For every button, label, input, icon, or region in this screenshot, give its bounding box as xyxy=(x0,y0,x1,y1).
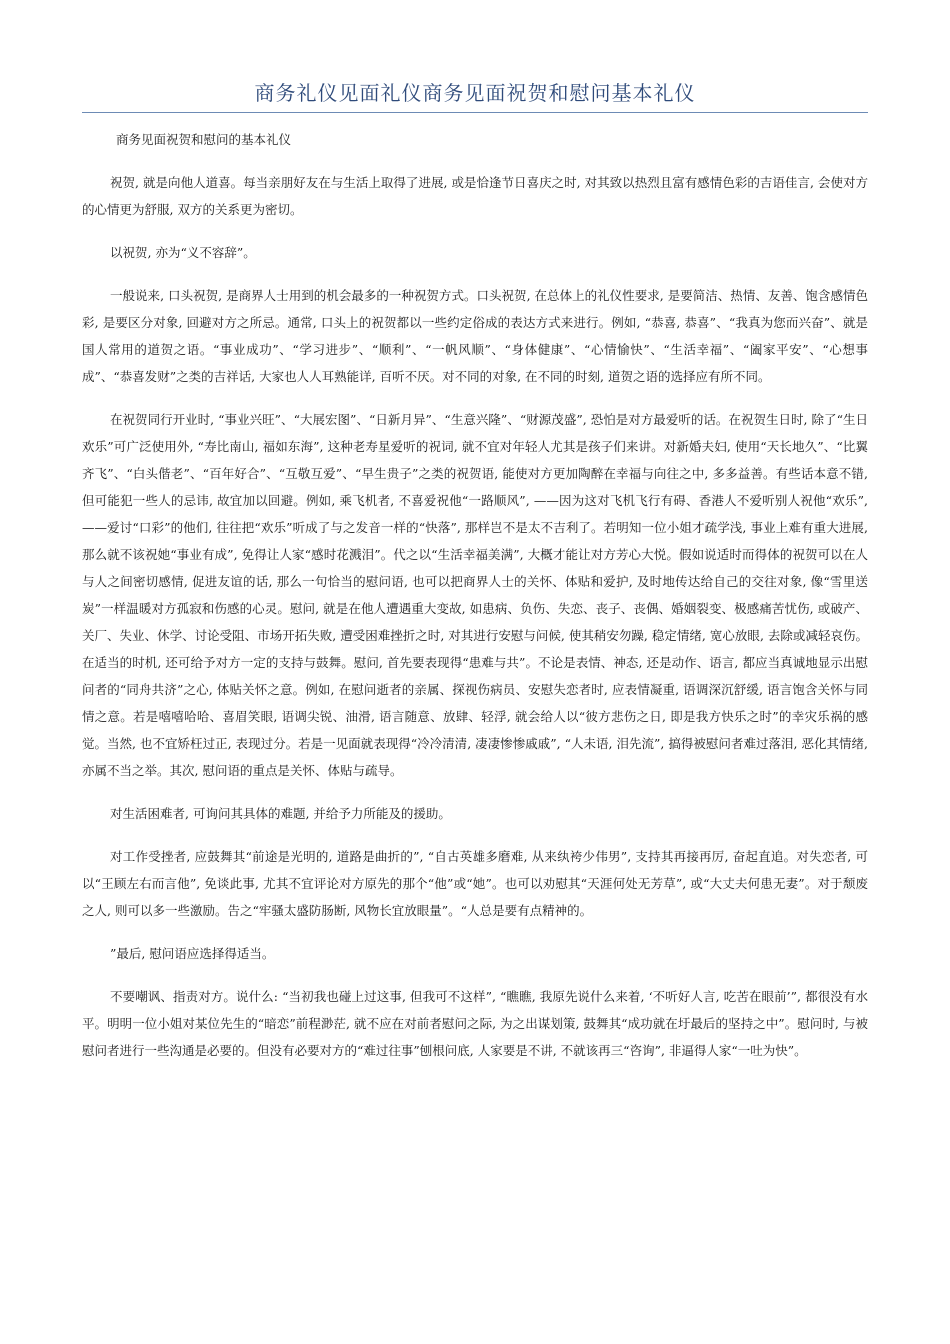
paragraph: 在祝贺同行开业时, “事业兴旺”、“大展宏图”、“日新月异”、“生意兴隆”、“财源茂盛”, 恐怕是对方最爱听的话。在祝贺生日时, 除了“生日欢乐”可广泛使用外, “寿比南山, 福如东海”, 这种老寿星爱听的祝词, 就不宜对年轻人尤其是孩子们来讲。对新婚夫妇, 使用“天长地久”、“比翼齐飞”、“白头偕老”、“百年好合”、“互敬互爱”、“早生贵子”之类的祝贺语, 能使对方更加陶醉在幸福与向往之中, 多多益善。有些话本意不错, 但可能犯一些人的忌讳, 故宜加以回避。例如, 乘飞机者, 不喜爱祝他“一路顺风”, ——因为这对飞机飞行有碍、香港人不爱听别人祝他“欢乐”, ——爱讨“口彩”的他们, 往往把“欢乐”听成了与之发音一样的“快落”, 那样岂不是太不吉利了。若明知一位小姐才疏学浅, 事业上难有重大进展, 那么就不该祝她“事业有成”, 免得让人家“感时花溅泪”。代之以“生活幸福美满”, 大概才能让对方芳心大悦。假如说适时而得体的祝贺可以在人与人之间密切感情, 促进友谊的话, 那么一句恰当的慰问语, 也可以把商界人士的关怀、体贴和爱护, 及时地传达给自己的交往对象, 像“雪里送炭”一样温暖对方孤寂和伤感的心灵。慰问, 就是在他人遭遇重大变故, 如患病、负伤、失恋、丧子、丧偶、婚姻裂变、极感痛苦忧伤, 或破产、关厂、失业、休学、讨论受阻、市场开拓失败, 遭受困难挫折之时, 对其进行安慰与问候, 使其稍安勿躁, 稳定情绪, 宽心放眼, 去除或减轻哀伤。在适当的时机, 还可给予对方一定的支持与鼓舞。慰问, 首先要表现得“患难与共”。不论是表情、神态, 还是动作、语言, 都应当真诚地显示出慰问者的“同舟共济”之心, 体贴关怀之意。例如, 在慰问逝者的亲属、探视伤病员、安慰失恋者时, 应表情凝重, 语调深沉舒缓, 语言饱含关怀与同情之意。若是嘻嘻哈哈、喜眉笑眼, 语调尖锐、油滑, 语言随意、放肆、轻浮, 就会给人以“彼方悲伤之日, 即是我方快乐之时”的幸灾乐祸的感觉。当然, 也不宜矫枉过正, 表现过分。若是一见面就表现得“冷冷清清, 凄凄惨惨戚戚”, “人未语, 泪先流”, 搞得被慰问者难过落泪, 恶化其情绪, 亦属不当之举。其次, 慰问语的重点是关怀、体贴与疏导。 xyxy=(82,412,868,778)
paragraph: 不要嘲讽、指责对方。说什么: “当初我也碰上过这事, 但我可不这样”, “瞧瞧, 我原先说什么来着, ‘不听好人言, 吃苦在眼前’”, 都很没有水平。明明一位小姐对某位先生的“暗恋”前程渺茫, 就不应在对前者慰问之际, 为之出谋划策, 鼓舞其“成功就在圩最后的坚持之中”。慰问时, 与被慰问者进行一些沟通是必要的。但没有必要对方的“难过往事”刨根问底, 人家要是不讲, 不就该再三“咨询”, 非逼得人家“一吐为快”。 xyxy=(82,989,868,1058)
document-body xyxy=(82,126,868,1080)
paragraph: 对工作受挫者, 应鼓舞其“前途是光明的, 道路是曲折的”, “自古英雄多磨难, 从来纨袴少伟男”, 支持其再接再厉, 奋起直追。对失恋者, 可以“王顾左右而言他”, 免谈此事, 尤其不宜评论对方原先的那个“他”或“她”。也可以劝慰其“天涯何处无芳草”, 或“大丈夫何患无妻”。对于颓废之人, 则可以多一些激励。告之“牢骚太盛防肠断, 风物长宜放眼量”。“人总是要有点精神的。 xyxy=(82,849,868,918)
document-title: 商务礼仪见面礼仪商务见面祝贺和慰问基本礼仪 xyxy=(254,81,696,105)
paragraph: 对生活困难者, 可询问其具体的难题, 并给予力所能及的援助。 xyxy=(110,806,451,821)
section-heading: 商务见面祝贺和慰问的基本礼仪 xyxy=(116,132,292,147)
paragraph: ”最后, 慰问语应选择得适当。 xyxy=(110,946,275,961)
paragraph: 一般说来, 口头祝贺, 是商界人士用到的机会最多的一种祝贺方式。口头祝贺, 在总体上的礼仪性要求, 是要简洁、热情、友善、饱含感情色彩, 是要区分对象, 回避对方之所忌。通常, 口头上的祝贺都以一些约定俗成的表达方式来进行。例如, “恭喜, 恭喜”、“我真为您而兴奋”、就是国人常用的道贺之语。“事业成功”、“学习进步”、“顺利”、“一帆风顺”、“身体健康”、“心情愉快”、“生活幸福”、“阖家平安”、“心想事成”、“恭喜发财”之类的吉祥话, 大家也人人耳熟能详, 百听不厌。对不同的对象, 在不同的时刻, 道贺之语的选择应有所不同。 xyxy=(82,288,868,384)
paragraph: 祝贺, 就是向他人道喜。每当亲朋好友在与生活上取得了进展, 或是恰逢节日喜庆之时, 对其致以热烈且富有感情色彩的吉语佳言, 会使对方的心情更为舒服, 双方的关系更为密切。 xyxy=(82,175,868,217)
title-divider xyxy=(82,112,868,113)
paragraph: 以祝贺, 亦为“义不容辞”。 xyxy=(110,245,256,260)
